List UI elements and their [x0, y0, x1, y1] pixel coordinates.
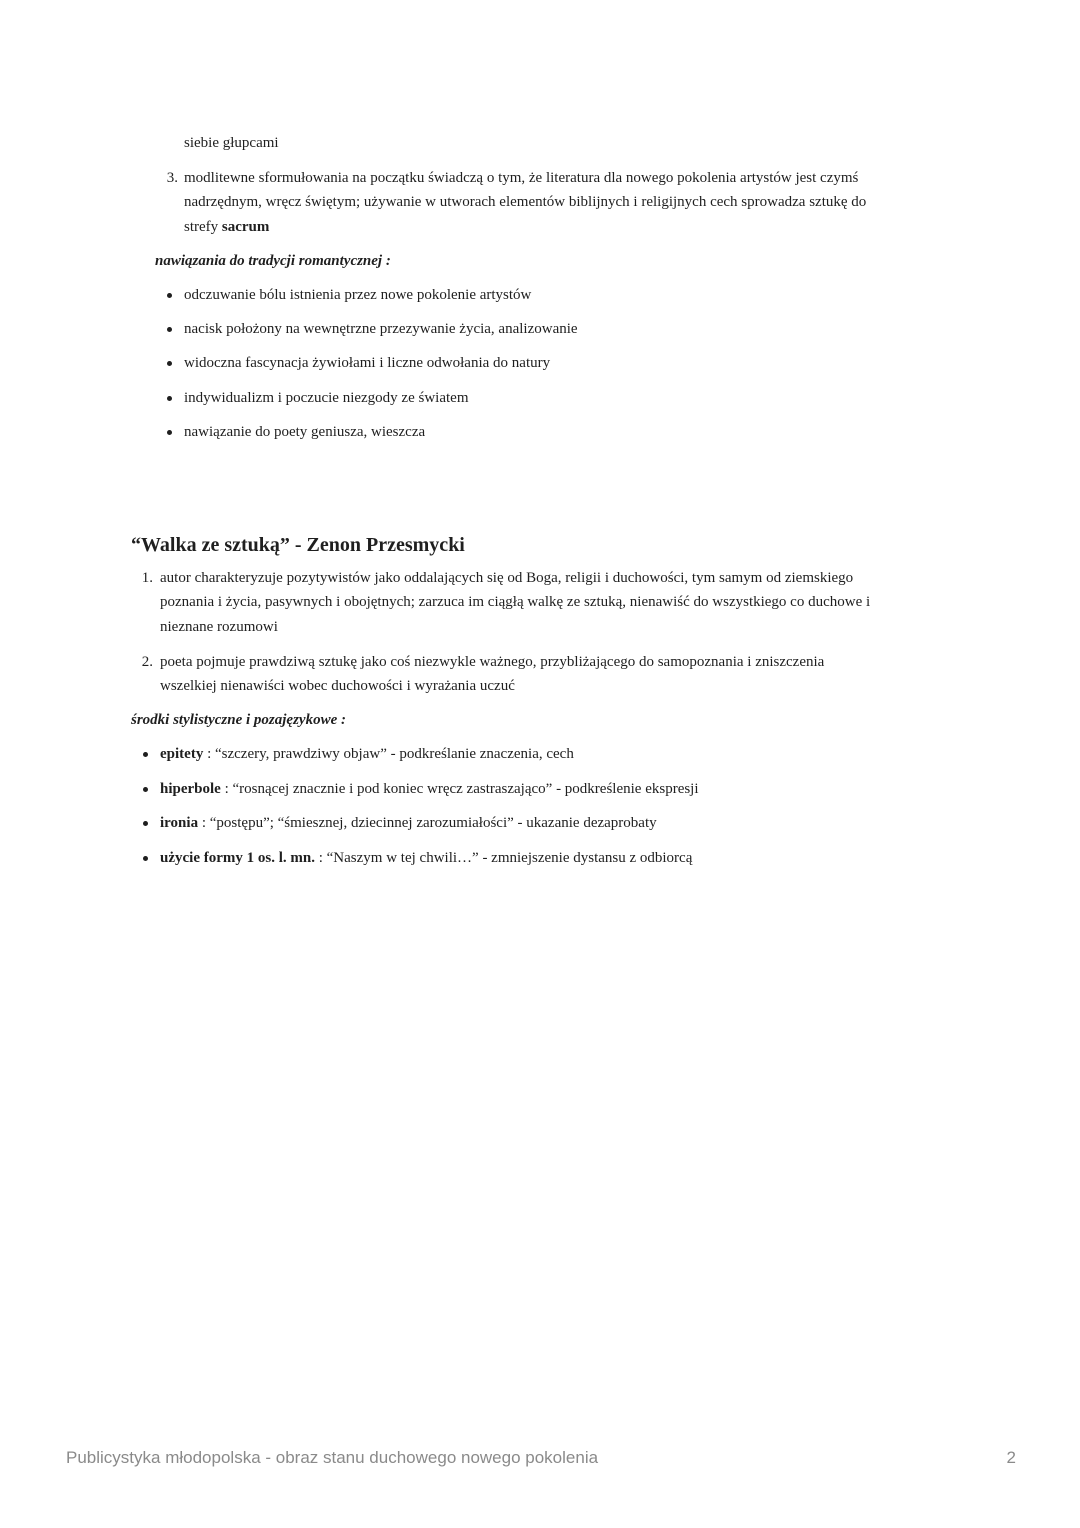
list-number: 2. [141, 654, 153, 670]
list-item: indywidualizm i poczucie niezgody ze światem [184, 390, 469, 406]
footer-title: Publicystyka młodopolska - obraz stanu duchowego nowego pokolenia [66, 1448, 599, 1467]
bullet-icon [167, 430, 172, 435]
item-text: : “Naszym w tej chwili…” - zmniejszenie dystansu z odbiorcą [314, 850, 693, 866]
list-item-line: poznania i życia, pasywnych i obojętnych; zarzuca im ciągłą walkę ze sztuką, nienawiść do wszystkiego co duchowe i [160, 594, 871, 610]
list-item-line: nieznane rozumowi [160, 619, 278, 635]
bullet-icon [167, 293, 172, 298]
continued-line: siebie głupcami [184, 135, 279, 151]
list-item-line: modlitewne sformułowania na początku świadczą o tym, że literatura dla nowego pokolenia artystów jest czymś [184, 170, 859, 186]
section-heading: “Walka ze sztuką” - Zenon Przesmycki [131, 534, 465, 556]
bold-term: użycie formy 1 os. l. mn. [160, 850, 315, 866]
list-item: nacisk położony na wewnętrzne przezywanie życia, analizowanie [184, 321, 578, 337]
list-item [160, 846, 692, 871]
list-item: widoczna fascynacja żywiołami i liczne odwołania do natury [184, 355, 551, 371]
bullet-icon [143, 821, 148, 826]
plain-text: strefy [184, 219, 222, 235]
list-item-line: nadrzędnym, wręcz świętym; używanie w utworach elementów biblijnych i religijnych cech sprowadza sztukę do [184, 194, 867, 210]
bullet-icon [167, 396, 172, 401]
bold-term: hiperbole [160, 781, 221, 797]
list-item [160, 777, 699, 802]
section-label-romantic: nawiązania do tradycji romantycznej : [155, 253, 391, 269]
bold-term: sacrum [221, 219, 270, 235]
bullet-icon [143, 856, 148, 861]
item-text: : “rosnącej znacznie i pod koniec wręcz zastraszająco” - podkreślenie ekspresji [220, 781, 699, 797]
list-item-line [184, 215, 269, 240]
item-text: : “postępu”; “śmiesznej, dziecinnej zarozumiałości” - ukazanie dezaprobaty [198, 815, 657, 831]
bullet-icon [167, 327, 172, 332]
bullet-icon [143, 752, 148, 757]
page-number: 2 [1006, 1448, 1016, 1467]
section-label-stylistic: środki stylistyczne i pozajęzykowe : [131, 712, 346, 728]
list-item-line: wszelkiej nienawiści wobec duchowości i wyrażania uczuć [160, 678, 515, 694]
list-number: 3. [166, 170, 178, 186]
list-item-line: poeta pojmuje prawdziwą sztukę jako coś niezwykle ważnego, przybliżającego do samopoznania i zniszczenia [160, 654, 825, 670]
bold-term: epitety [160, 746, 204, 762]
list-item-line: autor charakteryzuje pozytywistów jako oddalających się od Boga, religii i duchowości, tym samym od ziemskiego [160, 570, 854, 586]
bold-term: ironia [160, 815, 199, 831]
list-item: nawiązanie do poety geniusza, wieszcza [184, 424, 426, 440]
list-item [160, 742, 574, 767]
bullet-icon [167, 361, 172, 366]
bullet-icon [143, 787, 148, 792]
item-text: : “szczery, prawdziwy objaw” - podkreślanie znaczenia, cech [203, 746, 574, 762]
list-number: 1. [141, 570, 153, 586]
list-item [160, 811, 657, 836]
list-item: odczuwanie bólu istnienia przez nowe pokolenie artystów [184, 287, 532, 303]
